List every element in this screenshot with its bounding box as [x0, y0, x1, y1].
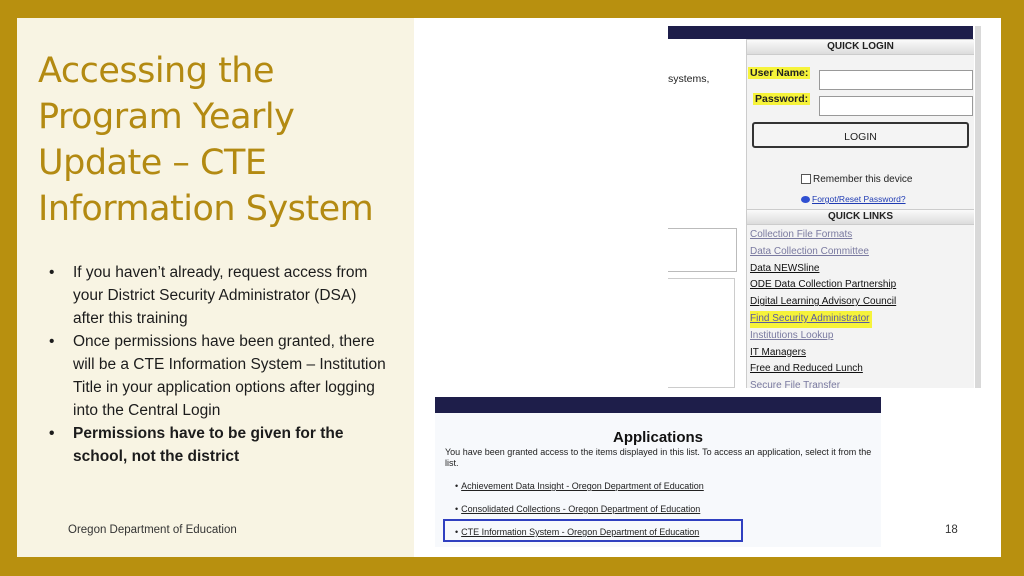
quick-links-header: QUICK LINKS [747, 209, 974, 225]
username-input[interactable] [819, 70, 973, 90]
remember-checkbox[interactable] [801, 174, 811, 184]
applications-screenshot [435, 397, 881, 547]
quick-link[interactable]: Institutions Lookup [750, 329, 834, 341]
forgot-password-text: Forgot/Reset Password? [812, 194, 906, 204]
remember-device[interactable] [801, 174, 912, 185]
title-line: Update – CTE [38, 143, 267, 183]
bullet-item: • If you haven’t already, request access from your District Security Administrator (DSA) after this training [49, 261, 389, 330]
quick-links-list [750, 227, 896, 388]
quick-link-find-security-admin[interactable]: Find Security Administrator [750, 311, 872, 328]
slide-title [38, 48, 408, 232]
quick-link[interactable]: ODE Data Collection Partnership [750, 279, 897, 291]
password-label: Password: [755, 93, 809, 105]
text-panel [17, 18, 414, 557]
slide [17, 18, 1001, 557]
quick-login-panel [746, 39, 974, 388]
username-label: User Name: [750, 67, 809, 79]
quick-link[interactable]: Data Collection Committee [750, 245, 869, 257]
text-area[interactable] [668, 278, 735, 388]
app-link-consolidated[interactable]: • Consolidated Collections - Oregon Department of Education [455, 504, 700, 514]
title-line: Accessing the [38, 51, 275, 91]
remember-label: Remember this device [813, 174, 913, 185]
forgot-password-link[interactable] [801, 194, 906, 204]
app-link-achievement[interactable]: • Achievement Data Insight - Oregon Department of Education [455, 481, 704, 491]
footer-text: Oregon Department of Education [68, 524, 237, 536]
quick-link[interactable]: Data NEWSline [750, 262, 820, 274]
page-scrollbar[interactable] [975, 26, 981, 388]
page-number: 18 [945, 524, 958, 536]
bullet-item: • Once permissions have been granted, there will be a CTE Information System – Institution Title in your application options after logging into the Central Login [49, 330, 389, 422]
app-link-cte[interactable]: • CTE Information System - Oregon Department of Education [455, 527, 699, 537]
password-input[interactable] [819, 96, 973, 116]
applications-description: You have been granted access to the items displayed in this list. To access an application, select it from the list. [445, 447, 872, 468]
nav-bar [668, 26, 973, 39]
quick-link[interactable]: Digital Learning Advisory Council [750, 296, 897, 308]
nav-bar [435, 397, 881, 413]
bullet-list [49, 261, 389, 468]
title-line: Information System [38, 189, 374, 229]
content-box [668, 228, 737, 272]
quick-link[interactable]: Secure File Transfer [750, 380, 841, 388]
quick-link[interactable]: IT Managers [750, 346, 806, 358]
highlight-box [443, 519, 743, 542]
login-button[interactable]: LOGIN [752, 122, 969, 148]
quick-link[interactable]: Free and Reduced Lunch [750, 363, 863, 375]
applications-heading: Applications [612, 429, 703, 446]
bullet-item-bold: • Permissions have to be given for the school, not the district [49, 422, 389, 468]
partial-text: systems, [668, 73, 710, 85]
title-line: Program Yearly [38, 97, 295, 137]
login-screenshot [668, 26, 981, 388]
quick-link[interactable]: Collection File Formats [750, 229, 853, 240]
quick-login-header: QUICK LOGIN [747, 39, 974, 55]
key-icon [801, 196, 810, 203]
